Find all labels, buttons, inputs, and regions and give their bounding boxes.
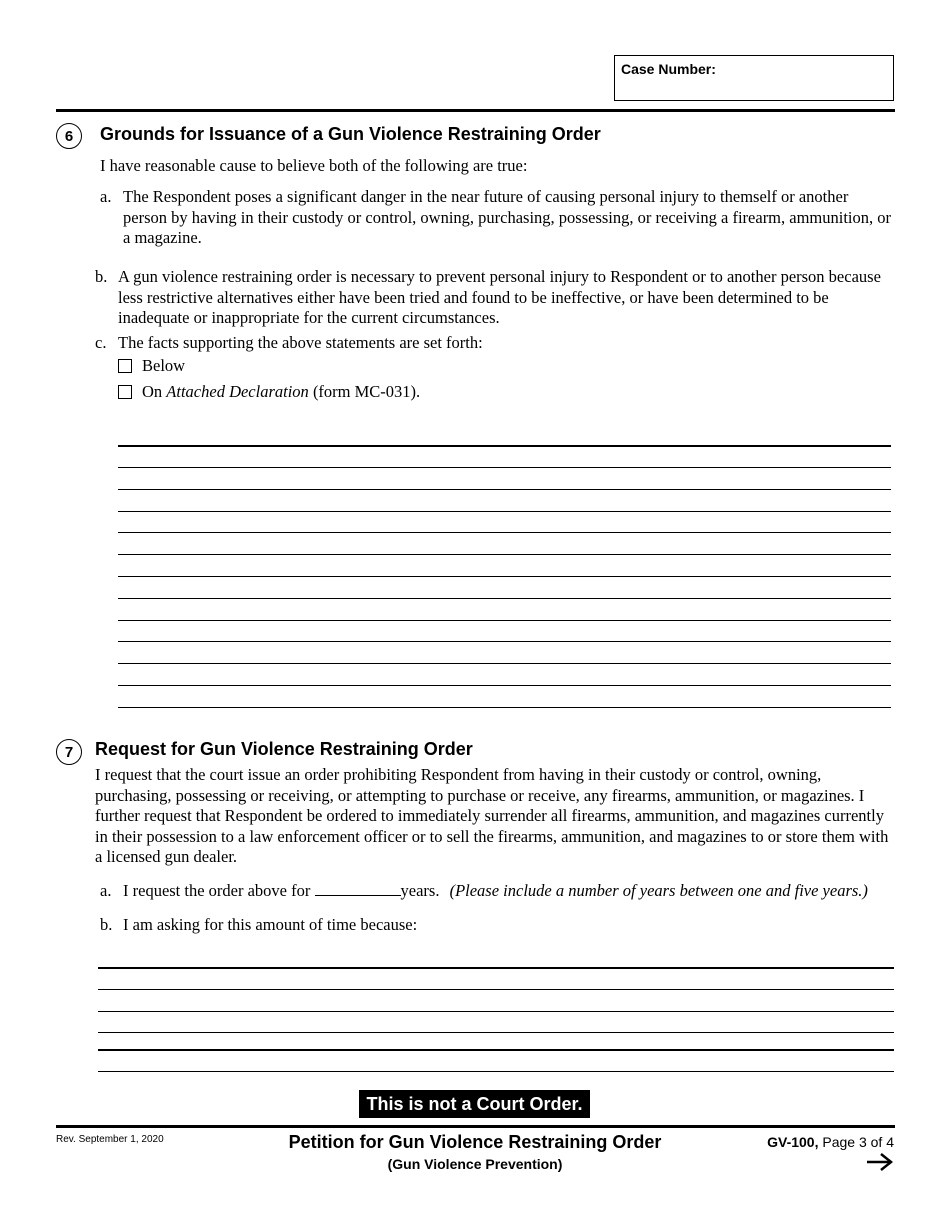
writing-line[interactable] xyxy=(118,620,891,621)
footer-title-block xyxy=(250,1132,700,1172)
section-6-intro: I have reasonable cause to believe both of the following are true: xyxy=(100,156,528,175)
item-b-text: A gun violence restraining order is necessary to prevent personal injury to Respondent or to another person because less restrictive alternatives either have been tried and found to be ineffective, or have been determined to be inadequate or inappropriate for the current circumstances. xyxy=(118,267,881,327)
section-7-paragraph: I request that the court issue an order prohibiting Respondent from having in their custody or control, owning, purchasing, possessing or receiving, or attempting to purchase or receive, any firearms, ammunition, or magazines. I further request that Respondent be ordered to immediately surrender all firearms, ammunition, and magazines currently in their possession to a law enforcement officer or to sell the firearms, ammunition, and magazines to or store them with a licensed gun dealer. xyxy=(95,765,889,866)
writing-line[interactable] xyxy=(118,685,891,686)
footer-title: Petition for Gun Violence Restraining Order xyxy=(288,1132,662,1152)
item-a-text: The Respondent poses a significant danger in the near future of causing personal injury to themself or another person by having in their custody or control, owning, purchasing, possessing, or receiving a firearm, ammunition, or a magazine. xyxy=(123,187,892,247)
item-7a-letter: a. xyxy=(100,881,112,900)
writing-line[interactable] xyxy=(98,1011,894,1012)
writing-line[interactable] xyxy=(98,1071,894,1072)
below-checkbox[interactable] xyxy=(118,359,132,373)
section-6-number: 6 xyxy=(56,123,82,149)
writing-line[interactable] xyxy=(118,489,891,490)
writing-line[interactable] xyxy=(118,598,891,599)
writing-line[interactable] xyxy=(118,511,891,512)
years-input[interactable] xyxy=(315,881,401,896)
writing-line[interactable] xyxy=(98,967,894,969)
item-a-letter: a. xyxy=(100,187,112,206)
writing-line[interactable] xyxy=(98,989,894,990)
option-below-label: Below xyxy=(142,356,186,375)
form-page-info xyxy=(767,1134,894,1150)
footer-rule xyxy=(56,1125,895,1128)
option-attached-declaration[interactable] xyxy=(118,382,420,403)
item-7b-text: I am asking for this amount of time because: xyxy=(123,915,418,934)
writing-line[interactable] xyxy=(118,467,891,468)
item-7a-prefix: I request the order above for xyxy=(123,881,311,900)
page-number: Page 3 of 4 xyxy=(822,1134,894,1150)
header-rule xyxy=(56,109,895,112)
form-id: GV-100, xyxy=(767,1134,819,1150)
writing-line[interactable] xyxy=(118,663,891,664)
item-c-text: The facts supporting the above statements are set forth: xyxy=(118,333,483,352)
section-6-title: Grounds for Issuance of a Gun Violence Restraining Order xyxy=(100,124,601,144)
writing-line[interactable] xyxy=(118,532,891,533)
not-court-order-banner: This is not a Court Order. xyxy=(359,1090,590,1118)
option-below[interactable] xyxy=(118,356,185,377)
writing-line[interactable] xyxy=(118,707,891,708)
case-number-label: Case Number: xyxy=(621,61,716,77)
writing-line[interactable] xyxy=(98,1032,894,1033)
attached-declaration-checkbox[interactable] xyxy=(118,385,132,399)
revision-date: Rev. September 1, 2020 xyxy=(56,1134,164,1145)
item-7a-years: years. xyxy=(400,881,440,900)
writing-line[interactable] xyxy=(118,576,891,577)
arrow-right-icon[interactable] xyxy=(866,1152,894,1172)
writing-line[interactable] xyxy=(98,1049,894,1051)
writing-line[interactable] xyxy=(118,445,891,447)
section-7-title: Request for Gun Violence Restraining Order xyxy=(95,739,473,759)
item-7b-letter: b. xyxy=(100,915,113,934)
item-7a-note: (Please include a number of years between one and five years.) xyxy=(449,881,868,900)
case-number-box[interactable] xyxy=(614,55,894,101)
writing-line[interactable] xyxy=(118,641,891,642)
option-attached-label: On Attached Declaration (form MC-031). xyxy=(142,382,421,401)
section-7-number: 7 xyxy=(56,739,82,765)
item-b-letter: b. xyxy=(95,267,108,286)
item-c-letter: c. xyxy=(95,333,107,352)
footer-subtitle: (Gun Violence Prevention) xyxy=(387,1156,563,1172)
writing-line[interactable] xyxy=(118,554,891,555)
item-7a-row xyxy=(123,881,868,902)
